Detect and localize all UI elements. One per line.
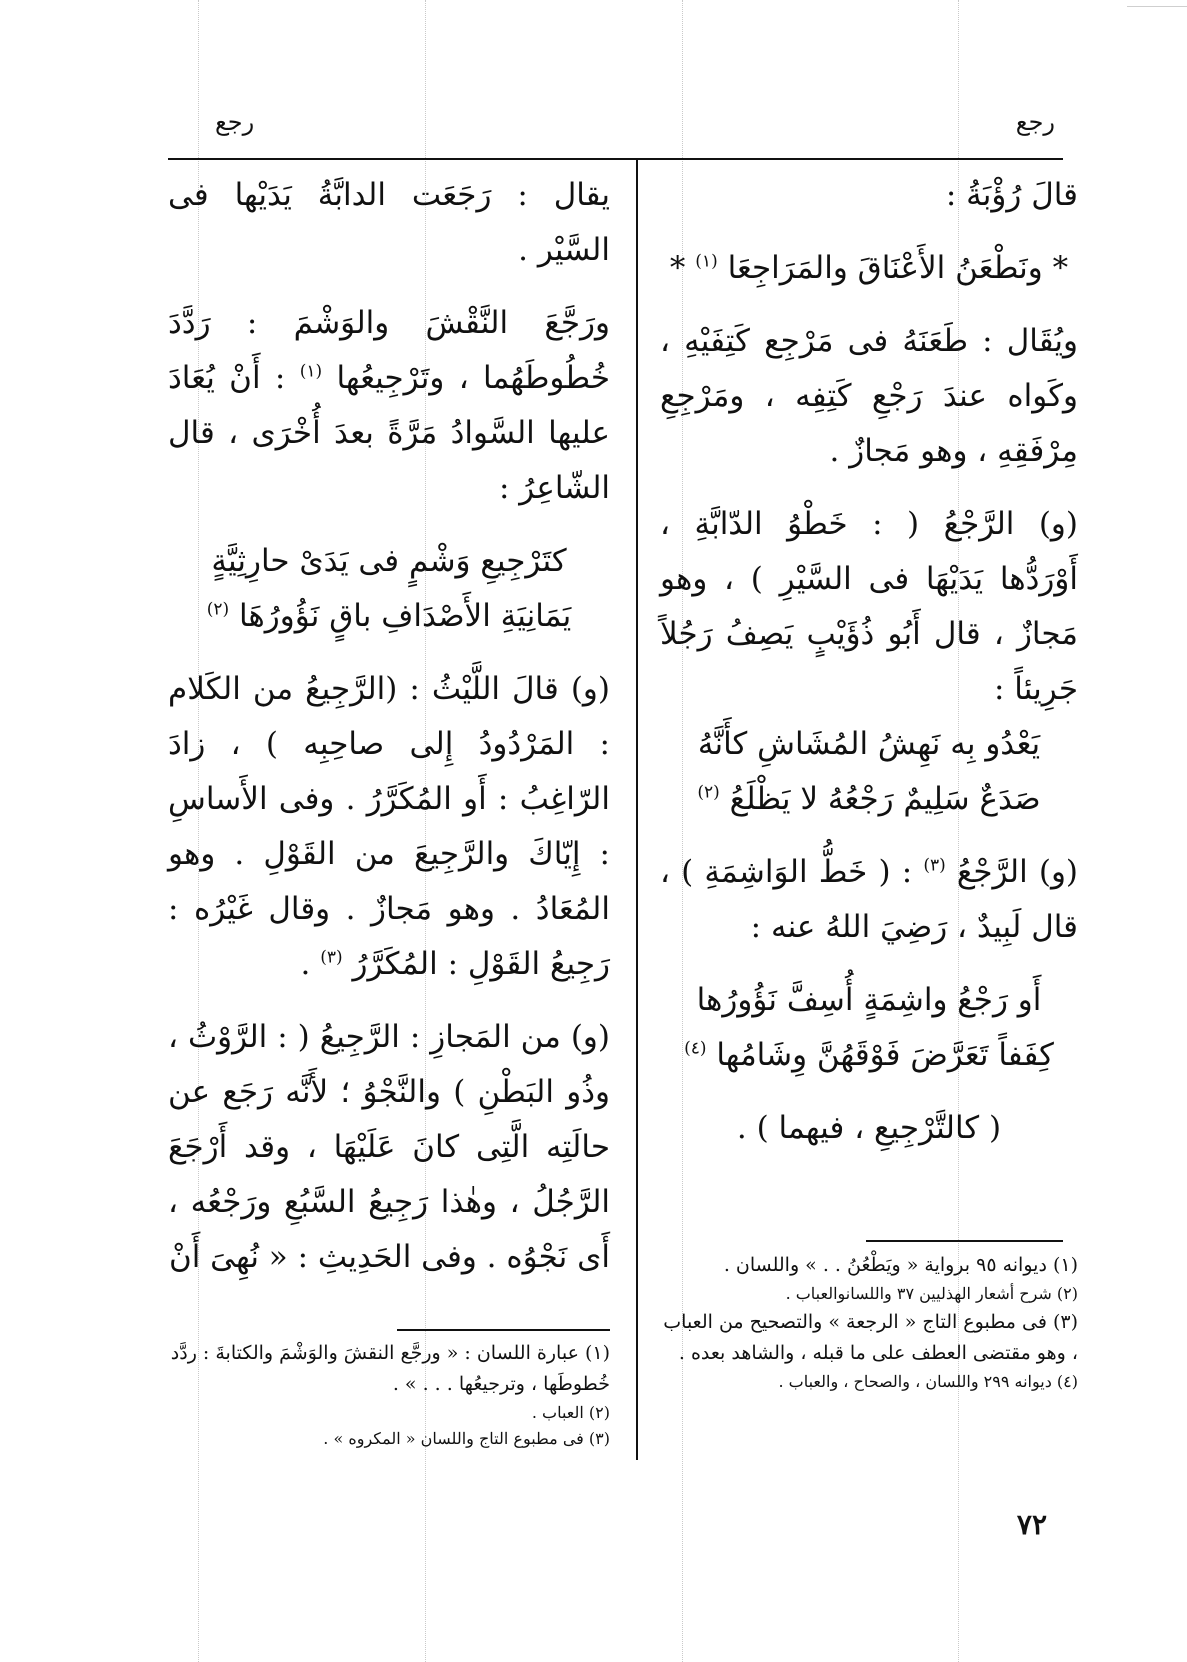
footnote: (١) ديوانه ٩٥ برواية « ويَطْعُنُ . . » واللسان . — [723, 1254, 1078, 1276]
paragraph: (و) الرَّجْعُ $^{(٣)}$ : ( خَطُّ الوَاشِمَةِ ) ، قال لَبِيدٌ ، رَضِيَ اللهُ عنه : — [660, 854, 1079, 945]
verse-hemistich: كتَرْجِيعِ وَشْمٍ فى يَدَىْ حارِثِيَّةٍ — [211, 543, 567, 579]
footnotes-left — [168, 1338, 610, 1452]
footnote-marker: (٢) — [697, 782, 720, 803]
footnotes-right — [660, 1250, 1078, 1395]
paragraph: (و) الرَّجْعُ ( : خَطْوُ الدّابَّةِ ، أَوْرَدُّها يَدَيْهَا فى السَّيْرِ ) ، وهو مَجازٌ ، قال أَبُو ذُؤَيْبٍ يَصِفُ رَجُلاً جَرِيئاً : — [660, 506, 1078, 707]
verse-hemistich: صَدَعٌ سَلِيمٌ رَجْعُهُ لا يَظْلَعُ $^{(٢)}$ — [697, 781, 1041, 817]
paragraph: (و) قالَ اللَّيْثُ : (الرَّجِيعُ من الكَلام : المَرْدُودُ إِلى صاحِبِه ) ، زادَ الرّاغِبُ : أَو المُكَرَّرُ . وفى الأَساسِ : إِيّاكَ والرَّجِيعَ من القَوْلِ . وهو المُعَادُ . وهو مَجازٌ . وقال غَيْرُه : رَجِيعُ القَوْلِ : المُكَرَّرُ $^{(٣)}$ . — [168, 671, 610, 982]
running-header-right: رجع — [1015, 108, 1055, 136]
footnote: (٣) فى مطبوع التاج واللسان « المكروه » . — [323, 1429, 610, 1448]
verse — [660, 717, 1078, 827]
paragraph: يقال : رَجَعَت الدابَّةُ يَدَيْها فى السَّيْر . — [168, 177, 610, 268]
paragraph: ( كالتَّرْجِيعِ ، فيهما ) . — [736, 1110, 1002, 1146]
page-number: ٧٢ — [1016, 1508, 1047, 1541]
running-header-left: رجع — [215, 108, 255, 136]
footnote: (٣) فى مطبوع التاج « الرجعة » والتصحيح من العباب ، وهو مقتضى العطف على ما قبله ، والشاهد بعده . — [663, 1311, 1078, 1364]
header-rule — [168, 158, 1063, 160]
footnote-marker: (٣) — [923, 855, 946, 876]
footnote-marker: (١) — [695, 251, 718, 272]
paragraph: قالَ رُؤْبَةُ : — [945, 177, 1078, 213]
verse-line: * ونَطْعَنُ الأَعْنَاقَ والمَرَاجِعَا $^{(١)}$ * — [669, 250, 1069, 286]
column-divider — [636, 160, 638, 1460]
paragraph: ويُقَال : طَعَنَهُ فى مَرْجِع كَتِفَيْهِ ، وكَواه عندَ رَجْعِ كَتِفِه ، ومَرْجِعِ مِرْفَقِهِ ، وهو مَجازٌ . — [660, 323, 1078, 469]
footnote-marker: (٤) — [684, 1038, 707, 1059]
right-column — [660, 168, 1078, 1156]
verse-hemistich: يَمَانِيَةِ الأَصْدَافِ باقٍ نَؤُورُهَا $^{(٢)}$ — [206, 598, 572, 634]
verse-hemistich: أَو رَجْعُ واشِمَةٍ أُسِفَّ نَؤُورُها — [696, 982, 1042, 1018]
footnote-marker: (١) — [299, 361, 323, 382]
verse — [168, 534, 610, 644]
footnote: (٢) العباب . — [531, 1403, 610, 1422]
verse-hemistich: يَعْدُو بِه نَهِشُ المُشَاشِ كأَنَّهُ — [697, 726, 1041, 762]
paragraph: (و) من المَجازِ : الرَّجِيعُ ( : الرَّوْثُ ، وذُو البَطْنِ ) والنَّجْوُ ؛ لأَنَّه رَجَع عن حالَتِه الَّتِى كانَ عَلَيْهَا ، وقد أَرْجَعَ الرَّجُلُ ، وهٰذا رَجِيعُ السَّبُعِ ورَجْعُه ، أَى نَجْوُه . وفى الحَدِيثِ : « نُهِىَ أَنْ — [168, 1019, 610, 1275]
footnote-marker: (٢) — [206, 599, 230, 620]
scan-corner-line — [1127, 6, 1187, 7]
footnote: (٤) ديوانه ٢٩٩ واللسان ، والصحاح ، والعباب . — [778, 1372, 1078, 1391]
verse — [660, 973, 1078, 1083]
footnote-rule — [866, 1240, 1063, 1242]
footnote: (١) عبارة اللسان : « ورجَّع النقشَ والوَشْمَ والكتابةَ : ردَّد خُطوطَها ، وترجيعُها . . . » . — [170, 1342, 610, 1395]
verse-hemistich: كِفَفاً تَعَرَّضَ فَوْقَهُنَّ وِشَامُها $^{(٤)}$ — [684, 1037, 1054, 1073]
footnote-rule — [397, 1329, 610, 1331]
paragraph: ورَجَّعَ النَّقْشَ والوَشْمَ : رَدَّدَ خُطُوطَهُما ، وتَرْجِيعُها $^{(١)}$ : أَنْ يُعَادَ عليها السَّوادُ مَرَّةً بعدَ أُخْرَى ، قال الشّاعِرُ : — [168, 305, 610, 506]
left-column — [168, 168, 610, 1285]
footnote: (٢) شرح أشعار الهذليين ٣٧ واللسانوالعباب . — [785, 1284, 1078, 1303]
footnote-marker: (٣) — [320, 947, 343, 968]
